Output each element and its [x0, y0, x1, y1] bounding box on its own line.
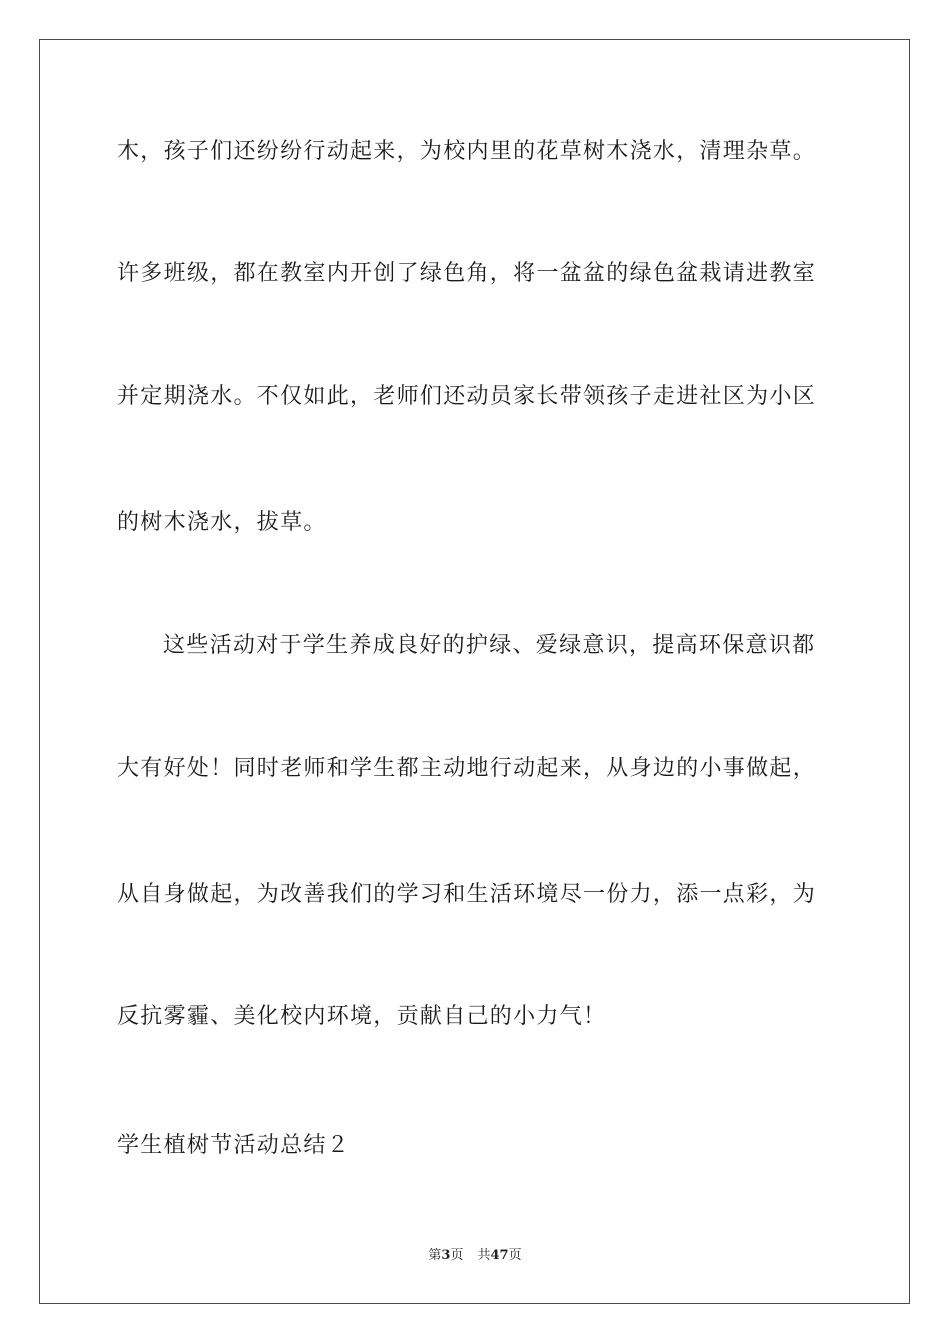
- footer-page-suffix: 页: [450, 1248, 464, 1263]
- page-frame: [39, 39, 910, 1304]
- body-line-8: 反抗雾霾、美化校内环境，贡献自己的小力气！: [117, 1004, 607, 1029]
- footer-page-number: 3: [441, 1248, 451, 1263]
- footer-total-prefix: 共: [477, 1248, 491, 1263]
- body-line-6: 大有好处！同时老师和学生都主动地行动起来，从身边的小事做起，: [117, 756, 817, 781]
- footer-page-prefix: 第: [428, 1248, 442, 1263]
- footer-total-pages: 47: [490, 1248, 509, 1263]
- body-line-2: 许多班级，都在教室内开创了绿色角，将一盆盆的绿色盆栽请进教室: [117, 261, 817, 286]
- body-line-7: 从自身做起，为改善我们的学习和生活环境尽一份力，添一点彩，为: [117, 882, 817, 907]
- page-footer: [0, 1248, 950, 1264]
- footer-total-suffix: 页: [508, 1248, 522, 1263]
- section-heading: 学生植树节活动总结２: [117, 1133, 351, 1158]
- body-line-3: 并定期浇水。不仅如此，老师们还动员家长带领孩子走进社区为小区: [117, 384, 817, 409]
- body-line-1: 木，孩子们还纷纷行动起来，为校内里的花草树木浇水，清理杂草。: [117, 139, 817, 164]
- body-line-5-paragraph-start: 这些活动对于学生养成良好的护绿、爱绿意识，提高环保意识都: [163, 633, 816, 658]
- body-line-4: 的树木浇水，拔草。: [117, 510, 327, 535]
